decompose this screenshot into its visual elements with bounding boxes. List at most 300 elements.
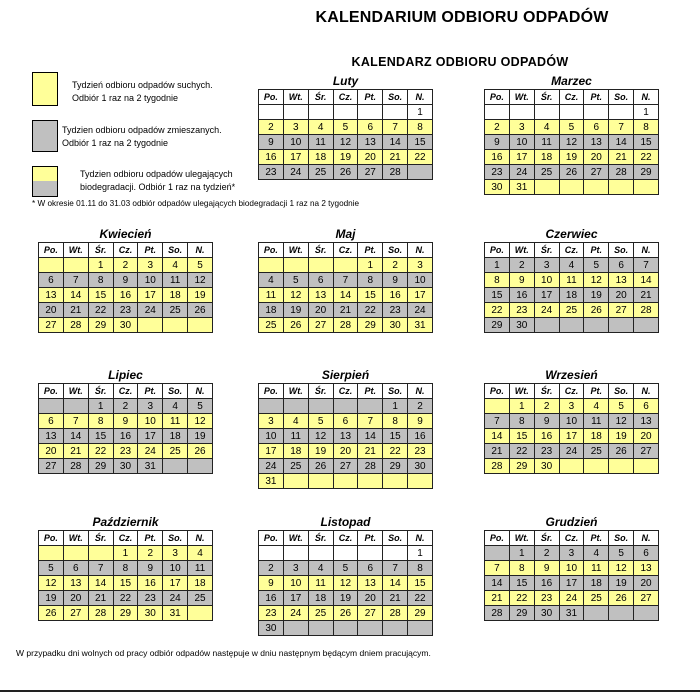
day-cell: 26	[308, 459, 333, 474]
day-cell: 30	[485, 180, 510, 195]
day-cell: 15	[634, 135, 659, 150]
legend-dry-line1: Tydzień odbioru odpadów suchych.	[72, 80, 213, 90]
day-cell: 5	[559, 120, 584, 135]
day-cell: 28	[634, 303, 659, 318]
day-cell: 13	[358, 135, 383, 150]
day-cell: 29	[88, 318, 113, 333]
day-cell: 11	[584, 414, 609, 429]
week-row	[485, 303, 659, 318]
day-cell	[308, 258, 333, 273]
weekday-header-row	[259, 243, 433, 258]
month-table	[38, 242, 213, 333]
day-cell: 15	[509, 429, 534, 444]
weekday-header-row	[259, 90, 433, 105]
day-cell: 28	[88, 606, 113, 621]
day-cell: 16	[113, 429, 138, 444]
weekday-header-row	[39, 384, 213, 399]
day-cell: 26	[333, 165, 358, 180]
weekday-header: N.	[408, 90, 433, 105]
weekday-header: Po.	[259, 384, 284, 399]
day-cell: 23	[408, 444, 433, 459]
day-cell: 3	[259, 414, 284, 429]
week-row	[259, 576, 433, 591]
day-cell: 22	[408, 150, 433, 165]
day-cell: 12	[188, 414, 213, 429]
day-cell: 5	[283, 273, 308, 288]
day-cell: 28	[383, 606, 408, 621]
day-cell	[259, 546, 284, 561]
week-row	[485, 606, 659, 621]
day-cell: 17	[283, 591, 308, 606]
month-table	[258, 530, 433, 636]
weekday-header-row	[485, 531, 659, 546]
day-cell: 29	[509, 606, 534, 621]
day-cell: 28	[63, 318, 88, 333]
day-cell: 8	[509, 414, 534, 429]
week-row	[259, 120, 433, 135]
day-cell: 23	[485, 165, 510, 180]
day-cell	[584, 459, 609, 474]
day-cell: 6	[358, 120, 383, 135]
month-table	[38, 530, 213, 621]
day-cell: 15	[358, 288, 383, 303]
weekday-header: N.	[188, 384, 213, 399]
weekday-header: Cz.	[559, 90, 584, 105]
weekday-header: Śr.	[534, 531, 559, 546]
weekday-header: Śr.	[308, 90, 333, 105]
day-cell: 15	[113, 576, 138, 591]
day-cell: 2	[383, 258, 408, 273]
day-cell: 7	[609, 120, 634, 135]
day-cell: 18	[584, 576, 609, 591]
week-row	[39, 258, 213, 273]
day-cell: 16	[534, 576, 559, 591]
day-cell: 8	[485, 273, 510, 288]
week-row	[485, 318, 659, 333]
day-cell: 7	[485, 414, 510, 429]
day-cell: 12	[39, 576, 64, 591]
day-cell: 5	[308, 414, 333, 429]
day-cell	[283, 621, 308, 636]
day-cell	[63, 258, 88, 273]
weekday-header: N.	[634, 384, 659, 399]
weekday-header: N.	[634, 243, 659, 258]
week-row	[39, 561, 213, 576]
weekday-header: Po.	[485, 384, 510, 399]
day-cell: 14	[333, 288, 358, 303]
week-row	[259, 591, 433, 606]
day-cell	[383, 474, 408, 489]
day-cell: 1	[88, 399, 113, 414]
day-cell: 11	[308, 576, 333, 591]
day-cell	[609, 459, 634, 474]
week-row	[485, 288, 659, 303]
weekday-header: Śr.	[534, 90, 559, 105]
week-row	[259, 303, 433, 318]
weekday-header: Cz.	[333, 243, 358, 258]
day-cell: 9	[383, 273, 408, 288]
day-cell: 10	[259, 429, 284, 444]
weekday-header: Po.	[485, 90, 510, 105]
weekday-header: Cz.	[333, 90, 358, 105]
day-cell: 24	[283, 165, 308, 180]
day-cell: 4	[534, 120, 559, 135]
day-cell: 31	[138, 459, 163, 474]
day-cell: 27	[308, 318, 333, 333]
weekday-header: Wt.	[509, 384, 534, 399]
day-cell: 25	[283, 459, 308, 474]
day-cell: 6	[609, 258, 634, 273]
day-cell: 13	[308, 288, 333, 303]
day-cell: 9	[113, 414, 138, 429]
day-cell: 25	[188, 591, 213, 606]
week-row	[485, 150, 659, 165]
day-cell: 23	[509, 303, 534, 318]
day-cell: 12	[333, 135, 358, 150]
day-cell: 6	[39, 414, 64, 429]
day-cell: 5	[609, 546, 634, 561]
day-cell	[333, 399, 358, 414]
day-cell: 25	[308, 165, 333, 180]
week-row	[485, 591, 659, 606]
week-row	[485, 180, 659, 195]
day-cell: 23	[259, 165, 284, 180]
month-table	[258, 89, 433, 180]
day-cell	[308, 546, 333, 561]
day-cell: 11	[259, 288, 284, 303]
day-cell: 20	[584, 150, 609, 165]
day-cell: 8	[113, 561, 138, 576]
weekday-header-row	[485, 90, 659, 105]
weekday-header: N.	[408, 384, 433, 399]
legend-swatch-dry	[32, 72, 58, 106]
day-cell: 2	[259, 120, 284, 135]
day-cell	[634, 606, 659, 621]
legend-note: * W okresie 01.11 do 31.03 odbiór odpadów ulegających biodegradacji 1 raz na 2 tygodnie	[32, 199, 360, 208]
week-row	[259, 561, 433, 576]
day-cell: 13	[39, 288, 64, 303]
week-row	[259, 399, 433, 414]
weekday-header: Śr.	[88, 384, 113, 399]
week-row	[485, 576, 659, 591]
month-name: Wrzesień	[545, 368, 598, 382]
day-cell	[188, 459, 213, 474]
day-cell: 23	[534, 591, 559, 606]
weekday-header: Cz.	[333, 531, 358, 546]
day-cell: 2	[408, 399, 433, 414]
day-cell	[559, 318, 584, 333]
day-cell: 29	[485, 318, 510, 333]
day-cell: 7	[485, 561, 510, 576]
day-cell: 5	[333, 120, 358, 135]
day-cell: 19	[308, 444, 333, 459]
day-cell: 22	[88, 444, 113, 459]
weekday-header: Po.	[485, 531, 510, 546]
month-table	[484, 242, 659, 333]
day-cell: 2	[138, 546, 163, 561]
day-cell: 28	[358, 459, 383, 474]
week-row	[39, 444, 213, 459]
day-cell	[88, 546, 113, 561]
day-cell: 2	[534, 546, 559, 561]
day-cell	[308, 399, 333, 414]
month-9	[38, 515, 213, 621]
day-cell: 6	[634, 399, 659, 414]
day-cell	[259, 105, 284, 120]
day-cell: 3	[509, 120, 534, 135]
day-cell: 24	[559, 444, 584, 459]
day-cell: 11	[308, 135, 333, 150]
day-cell: 18	[188, 576, 213, 591]
weekday-header: So.	[609, 531, 634, 546]
legend-swatch-bio	[32, 166, 58, 197]
week-row	[259, 546, 433, 561]
weekday-header: So.	[383, 90, 408, 105]
week-row	[259, 135, 433, 150]
day-cell: 3	[283, 120, 308, 135]
day-cell: 25	[308, 606, 333, 621]
day-cell: 17	[138, 429, 163, 444]
day-cell: 5	[584, 258, 609, 273]
weekday-header: So.	[383, 531, 408, 546]
weekday-header: Po.	[259, 531, 284, 546]
legend-swatch-mixed	[32, 120, 58, 152]
day-cell: 28	[485, 459, 510, 474]
weekday-header: Pt.	[358, 90, 383, 105]
day-cell: 27	[358, 606, 383, 621]
weekday-header: So.	[163, 384, 188, 399]
day-cell: 22	[358, 303, 383, 318]
weekday-header: So.	[609, 90, 634, 105]
day-cell: 29	[358, 318, 383, 333]
weekday-header: Wt.	[283, 90, 308, 105]
day-cell: 4	[163, 258, 188, 273]
month-7	[258, 368, 433, 489]
day-cell: 1	[408, 546, 433, 561]
day-cell: 18	[559, 288, 584, 303]
day-cell: 26	[609, 591, 634, 606]
day-cell: 19	[283, 303, 308, 318]
day-cell: 16	[259, 150, 284, 165]
day-cell: 4	[559, 258, 584, 273]
day-cell: 9	[408, 414, 433, 429]
week-row	[485, 258, 659, 273]
day-cell	[39, 399, 64, 414]
day-cell	[308, 621, 333, 636]
day-cell: 14	[358, 429, 383, 444]
day-cell: 2	[113, 399, 138, 414]
week-row	[485, 459, 659, 474]
day-cell: 7	[63, 414, 88, 429]
day-cell: 12	[584, 273, 609, 288]
weekday-header: N.	[634, 90, 659, 105]
day-cell: 30	[509, 318, 534, 333]
day-cell: 4	[584, 399, 609, 414]
day-cell	[63, 546, 88, 561]
day-cell: 10	[283, 135, 308, 150]
day-cell: 20	[63, 591, 88, 606]
day-cell: 21	[485, 444, 510, 459]
week-row	[485, 546, 659, 561]
weekday-header: Cz.	[559, 531, 584, 546]
weekday-header: Wt.	[509, 243, 534, 258]
day-cell: 31	[408, 318, 433, 333]
week-row	[259, 150, 433, 165]
day-cell: 24	[559, 591, 584, 606]
day-cell	[509, 105, 534, 120]
weekday-header: Wt.	[63, 384, 88, 399]
day-cell: 10	[559, 414, 584, 429]
day-cell: 13	[634, 561, 659, 576]
day-cell: 10	[509, 135, 534, 150]
day-cell	[283, 105, 308, 120]
weekday-header: Cz.	[113, 384, 138, 399]
weekday-header: Cz.	[559, 243, 584, 258]
day-cell: 20	[358, 591, 383, 606]
day-cell: 26	[559, 165, 584, 180]
day-cell: 10	[534, 273, 559, 288]
day-cell: 19	[609, 576, 634, 591]
day-cell: 8	[509, 561, 534, 576]
day-cell: 11	[559, 273, 584, 288]
month-name: Sierpień	[321, 368, 370, 382]
weekday-header: So.	[383, 384, 408, 399]
day-cell: 21	[383, 591, 408, 606]
day-cell: 1	[634, 105, 659, 120]
page-title-text: KALENDARIUM ODBIORU ODPADÓW	[315, 9, 609, 26]
week-row	[485, 444, 659, 459]
month-name: Czerwiec	[545, 227, 598, 241]
day-cell: 19	[188, 429, 213, 444]
day-cell	[163, 318, 188, 333]
weekday-header: Wt.	[63, 243, 88, 258]
day-cell: 20	[634, 576, 659, 591]
weekday-header-row	[485, 243, 659, 258]
day-cell: 26	[333, 606, 358, 621]
day-cell	[358, 546, 383, 561]
weekday-header: Śr.	[88, 531, 113, 546]
month-table	[484, 383, 659, 474]
week-row	[259, 414, 433, 429]
weekday-header: Wt.	[283, 243, 308, 258]
week-row	[39, 546, 213, 561]
day-cell	[609, 318, 634, 333]
day-cell: 30	[534, 606, 559, 621]
day-cell: 25	[163, 303, 188, 318]
weekday-header: Po.	[39, 531, 64, 546]
day-cell	[559, 459, 584, 474]
day-cell: 23	[259, 606, 284, 621]
day-cell: 18	[163, 288, 188, 303]
footer-note: W przypadku dni wolnych od pracy odbiór odpadów następuje w dniu następnym będącym dniem pracującym.	[16, 648, 431, 658]
day-cell: 22	[383, 444, 408, 459]
day-cell: 3	[408, 258, 433, 273]
day-cell: 14	[383, 135, 408, 150]
week-row	[259, 444, 433, 459]
day-cell: 31	[259, 474, 284, 489]
day-cell	[383, 621, 408, 636]
month-name: Luty	[332, 74, 359, 88]
weekday-header: Cz.	[559, 384, 584, 399]
day-cell: 21	[609, 150, 634, 165]
weekday-header: Pt.	[358, 531, 383, 546]
day-cell	[383, 546, 408, 561]
day-cell: 30	[408, 459, 433, 474]
day-cell	[333, 621, 358, 636]
day-cell: 9	[259, 135, 284, 150]
day-cell: 15	[485, 288, 510, 303]
day-cell: 19	[333, 591, 358, 606]
month-1	[258, 74, 433, 180]
month-name: Marzec	[551, 74, 592, 88]
day-cell: 20	[333, 444, 358, 459]
day-cell	[609, 180, 634, 195]
day-cell: 7	[333, 273, 358, 288]
weekday-header: Pt.	[584, 531, 609, 546]
day-cell: 24	[283, 606, 308, 621]
day-cell: 12	[283, 288, 308, 303]
day-cell: 21	[383, 150, 408, 165]
week-row	[485, 120, 659, 135]
day-cell: 24	[163, 591, 188, 606]
month-name: Kwiecień	[99, 227, 152, 241]
day-cell: 16	[534, 429, 559, 444]
day-cell: 13	[333, 429, 358, 444]
day-cell: 12	[188, 273, 213, 288]
day-cell: 12	[308, 429, 333, 444]
day-cell	[408, 474, 433, 489]
day-cell: 26	[283, 318, 308, 333]
day-cell: 16	[113, 288, 138, 303]
weekday-header: N.	[188, 243, 213, 258]
day-cell: 13	[39, 429, 64, 444]
day-cell: 22	[485, 303, 510, 318]
day-cell: 21	[358, 444, 383, 459]
month-4	[258, 227, 433, 333]
day-cell	[358, 474, 383, 489]
day-cell: 21	[63, 303, 88, 318]
day-cell: 31	[163, 606, 188, 621]
week-row	[39, 288, 213, 303]
day-cell: 8	[358, 273, 383, 288]
week-row	[259, 105, 433, 120]
day-cell: 22	[113, 591, 138, 606]
day-cell: 18	[584, 429, 609, 444]
day-cell: 30	[534, 459, 559, 474]
day-cell	[383, 105, 408, 120]
day-cell: 2	[259, 561, 284, 576]
day-cell	[283, 474, 308, 489]
weekday-header: N.	[408, 243, 433, 258]
week-row	[485, 165, 659, 180]
month-name: Maj	[335, 227, 356, 241]
day-cell: 27	[584, 165, 609, 180]
legend-text-bio	[80, 168, 235, 194]
day-cell: 7	[358, 414, 383, 429]
day-cell: 26	[39, 606, 64, 621]
day-cell: 20	[39, 303, 64, 318]
month-table	[258, 242, 433, 333]
legend-mixed-line2: Odbiór 1 raz na 2 tygodnie	[62, 138, 169, 148]
day-cell: 28	[383, 165, 408, 180]
day-cell: 30	[383, 318, 408, 333]
day-cell	[39, 546, 64, 561]
month-11	[484, 515, 659, 621]
day-cell: 14	[485, 429, 510, 444]
day-cell: 4	[188, 546, 213, 561]
day-cell: 29	[509, 459, 534, 474]
day-cell: 15	[88, 429, 113, 444]
